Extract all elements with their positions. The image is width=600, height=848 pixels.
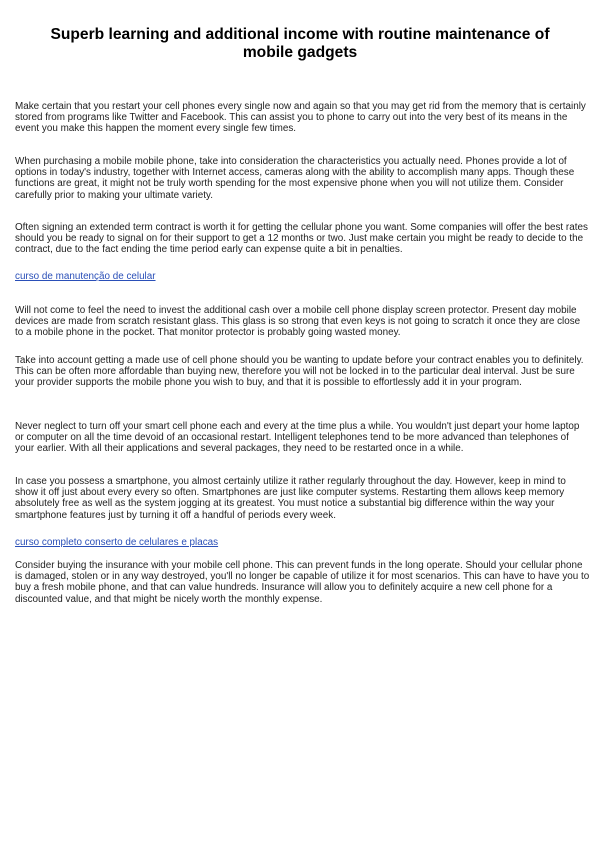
page-title: Superb learning and additional income with routine maintenance of mobile gadgets	[50, 26, 550, 61]
paragraph-restart-phone: Make certain that you restart your cell phones every single now and again so that you may get rid from the memory that is certainly stored from programs like Twitter and Facebook. This can assist you to phone to carry out into the very best of its means in the event you make this happen the moment every single few times.	[15, 101, 586, 135]
link-curso-manutencao-celular[interactable]: curso de manutenção de celular	[15, 271, 156, 282]
paragraph-phone-features: When purchasing a mobile mobile phone, take into consideration the characteristics you actually need. Phones provide a lot of options in today's industry, together with Internet access, cameras along with the ability to accomplish many apps. Though these functions are great, it might not be truly worth spending for the most expensive phone when you will not utilize them. Consider carefully prior to making your ultimate variety.	[15, 156, 575, 201]
paragraph-used-phone: Take into account getting a made use of cell phone should you be wanting to update before your contract enables you to definitely. This can be often more affordable than buying new, therefore you will not be locked in to the particular deal interval. Just be sure your provider supports the mobile phone you wish to buy, and that it is possible to effortlessly add it in your program.	[15, 355, 584, 389]
paragraph-screen-protector: Will not come to feel the need to invest the additional cash over a mobile cell phone display screen protector. Present day mobile devices are made from scratch resistant glass. This glass is so strong that even keys is not going to scratch it once they are close to a mobile phone in the pocket. That monitor protector is probably going wasted money.	[15, 305, 581, 339]
paragraph-smartphone-restart: In case you possess a smartphone, you almost certainly utilize it rather regularly throughout the day. However, keep in mind to show it off just about every every so often. Smartphones are just like computer systems. Restarting them allows keep memory absolutely free as well as the system jogging at its greatest. You must notice a substantial big difference within the way your smartphone features just by turning it off a handful of periods every week.	[15, 476, 566, 521]
link-curso-conserto-celulares[interactable]: curso completo conserto de celulares e placas	[15, 537, 219, 548]
paragraph-contract: Often signing an extended term contract is worth it for getting the cellular phone you want. Some companies will offer the best rates should you be ready to signal on for their support to get a 12 months or two. Just make certain you might be ready to decide to the contract, due to the fact ending the time period early can expense quite a bit in penalties.	[15, 222, 588, 256]
paragraph-insurance: Consider buying the insurance with your mobile cell phone. This can prevent funds in the long operate. Should your cellular phone is damaged, stolen or in any way destroyed, you'll no longer be capable of utilize it for most scenarios. This can have to have you to buy a fresh mobile phone, and that can value hundreds. Insurance will allow you to definitely acquire a new cell phone for a discounted value, and that might be nicely worth the monthly expense.	[15, 560, 590, 605]
paragraph-turn-off-phone: Never neglect to turn off your smart cell phone each and every at the time plus a while. You wouldn't just depart your home laptop or computer on all the time devoid of an occasional restart. Intelligent telephones tend to be more advanced than telephones of your earlier. With all their applications and several packages, they need to be restarted once in a while.	[15, 421, 580, 455]
